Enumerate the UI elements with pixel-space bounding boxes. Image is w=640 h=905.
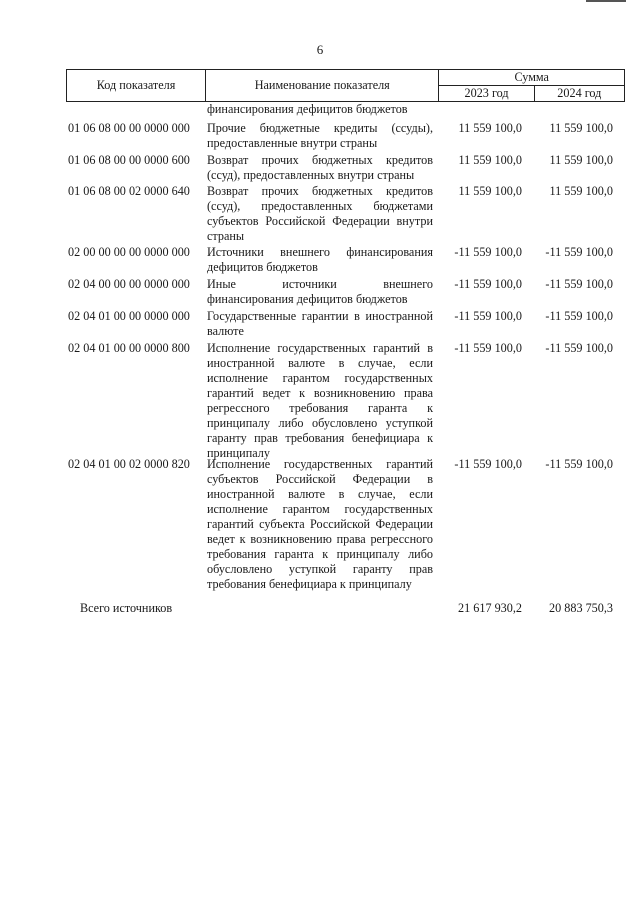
row-code: 02 04 01 00 00 0000 000 — [68, 309, 190, 323]
row-value-2024: -11 559 100,0 — [545, 245, 613, 259]
row-value-2023: 11 559 100,0 — [458, 121, 522, 135]
row-code: 02 04 01 00 02 0000 820 — [68, 457, 190, 471]
row-value-2024: -11 559 100,0 — [545, 277, 613, 291]
row-name: Исполнение государственных гарантий в иностранной валюте в случае, если исполнение гарантом государственных гарантий ведет к возникновению права регрессного требования гаранта к принципалу либо обусловлено уступкой гаранту прав требования бенефициара к принципалу — [207, 341, 433, 460]
row-value-2024: -11 559 100,0 — [545, 341, 613, 355]
row-value-2023: 11 559 100,0 — [458, 153, 522, 167]
row-code: 01 06 08 00 00 0000 600 — [68, 153, 190, 167]
row-name: Иные источники внешнего финансирования дефицитов бюджетов — [207, 277, 433, 306]
row-name: Государственные гарантии в иностранной валюте — [207, 309, 433, 338]
row-value-2023: -11 559 100,0 — [454, 457, 522, 471]
row-value-2024: 11 559 100,0 — [549, 184, 613, 198]
total-label: Всего источников — [80, 601, 173, 615]
row-name: Прочие бюджетные кредиты (ссуды), предоставленные внутри страны — [207, 121, 433, 150]
table-header — [66, 69, 625, 102]
row-value-2023: -11 559 100,0 — [454, 341, 522, 355]
row-name: финансирования дефицитов бюджетов — [207, 102, 408, 116]
row-name: Возврат прочих бюджетных кредитов (ссуд), предоставленных бюджетами субъектов Российской Федерации внутри страны — [207, 184, 433, 243]
row-value-2024: -11 559 100,0 — [545, 309, 613, 323]
row-code: 02 04 01 00 00 0000 800 — [68, 341, 190, 355]
row-value-2024: 11 559 100,0 — [549, 153, 613, 167]
year-2023-header: 2023 год — [439, 86, 534, 102]
total-value-2024: 20 883 750,3 — [549, 601, 613, 615]
name-column-header: Наименование показателя — [206, 70, 439, 102]
row-value-2023: -11 559 100,0 — [454, 245, 522, 259]
row-value-2024: 11 559 100,0 — [549, 121, 613, 135]
row-name: Источники внешнего финансирования дефицитов бюджетов — [207, 245, 433, 274]
row-code: 01 06 08 00 02 0000 640 — [68, 184, 190, 198]
top-rule — [586, 0, 626, 2]
year-2024-header: 2024 год — [534, 86, 624, 102]
row-code: 02 04 00 00 00 0000 000 — [68, 277, 190, 291]
row-name: Исполнение государственных гарантий субъектов Российской Федерации в иностранной валюте в случае, если исполнение гарантом государственных гарантий субъекта Российской Федерации ведет к возникновению права регрессного требования гаранта к принципалу либо обусловлено уступкой гаранту прав требования бенефициара к принципалу — [207, 457, 433, 591]
row-code: 01 06 08 00 00 0000 000 — [68, 121, 190, 135]
row-value-2023: 11 559 100,0 — [458, 184, 522, 198]
sum-column-header: Сумма — [439, 70, 625, 86]
total-value-2023: 21 617 930,2 — [458, 601, 522, 615]
row-value-2024: -11 559 100,0 — [545, 457, 613, 471]
page-number: 6 — [316, 42, 324, 57]
row-name: Возврат прочих бюджетных кредитов (ссуд), предоставленных внутри страны — [207, 153, 433, 182]
code-column-header: Код показателя — [67, 70, 206, 102]
row-value-2023: -11 559 100,0 — [454, 277, 522, 291]
row-value-2023: -11 559 100,0 — [454, 309, 522, 323]
row-code: 02 00 00 00 00 0000 000 — [68, 245, 190, 259]
